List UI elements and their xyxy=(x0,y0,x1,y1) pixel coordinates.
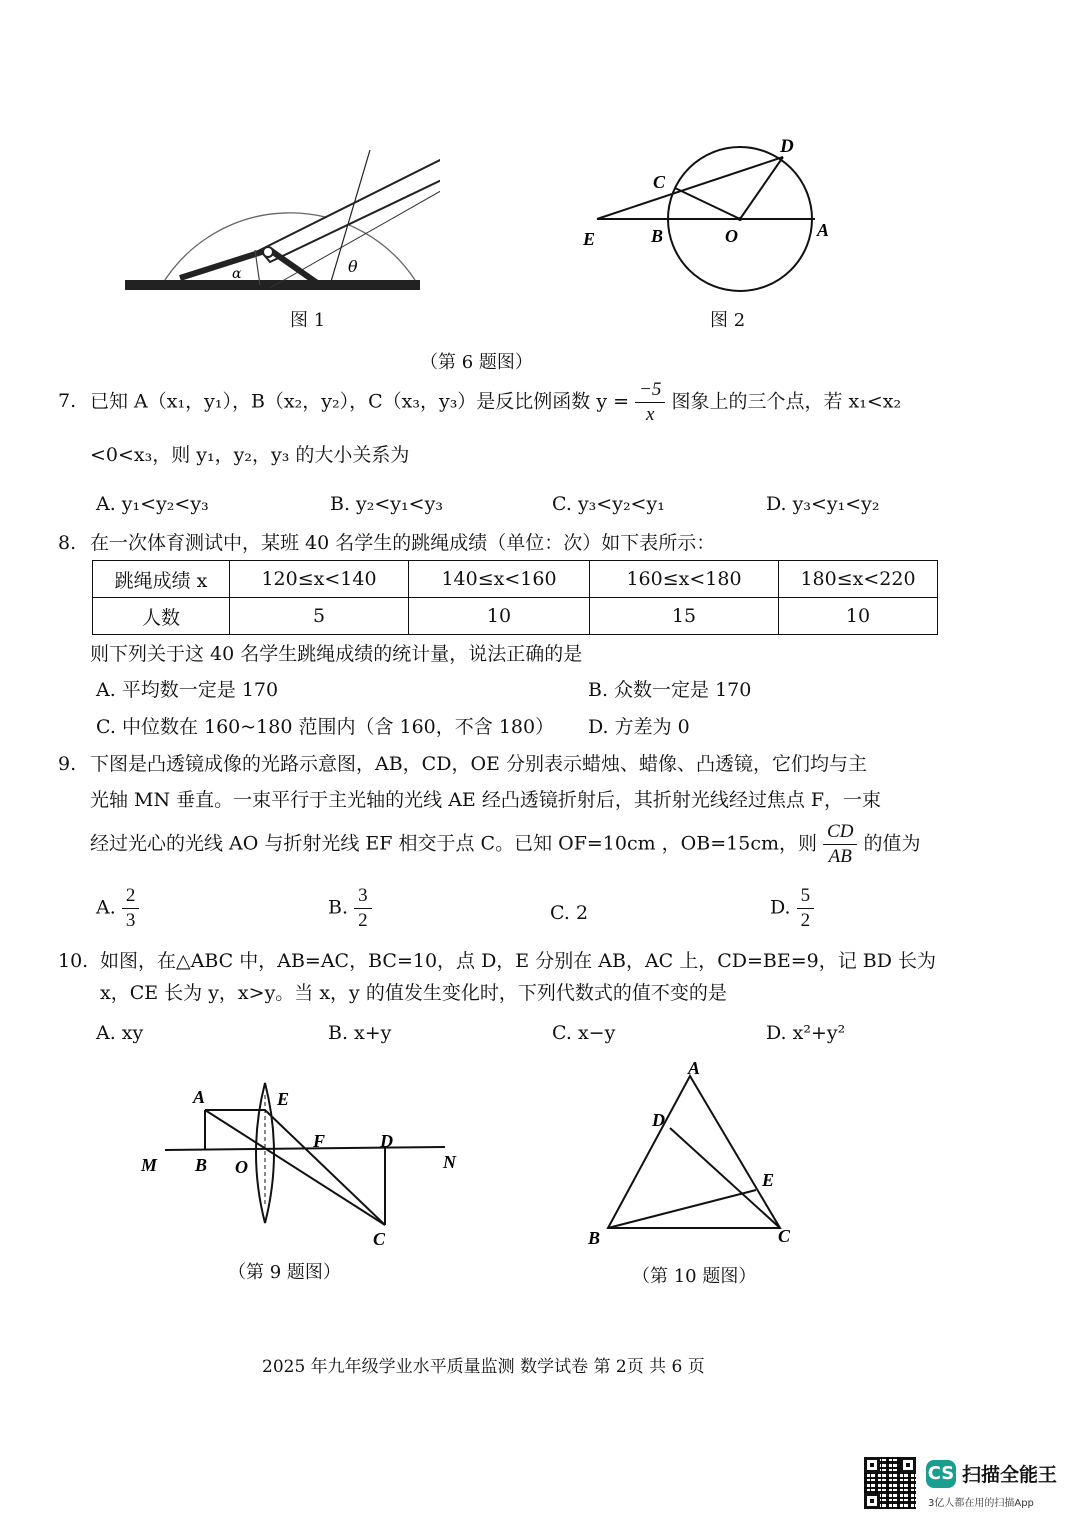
watermark-title: 扫描全能王 xyxy=(962,1464,1058,1486)
q10-label-A: A xyxy=(688,1058,701,1078)
figure-2-circle xyxy=(575,130,845,295)
page-footer: 2025 年九年级学业水平质量监测 数学试卷 第 2页 共 6 页 xyxy=(262,1357,705,1377)
q7-number: 7. xyxy=(58,390,77,412)
q9-label-E: E xyxy=(277,1089,290,1109)
question-9-figure-caption: （第 9 题图） xyxy=(228,1262,341,1283)
figure-1-protractor xyxy=(120,150,440,300)
qr-code xyxy=(864,1457,916,1509)
fig2-label-C: C xyxy=(653,172,666,192)
q9-option-d: D. $\frac{5}{2}$ xyxy=(770,884,814,933)
question-6-figure-caption: （第 6 题图） xyxy=(420,352,533,373)
q9-option-c: C. 2 xyxy=(550,902,589,924)
question-10-figure xyxy=(580,1058,810,1253)
q9-label-A: A xyxy=(193,1087,206,1107)
q9-label-C: C xyxy=(373,1229,386,1249)
table-header-cell: 跳绳成绩 x xyxy=(93,561,230,598)
q8-option-b: B. 众数一定是 170 xyxy=(588,679,752,701)
q9-option-b: B. $\frac{3}{2}$ xyxy=(328,884,372,933)
q9-option-a: A. $\frac{2}{3}$ xyxy=(96,884,139,933)
question-9-figure xyxy=(135,1075,475,1255)
q9-line2: 光轴 MN 垂直。一束平行于主光轴的光线 AE 经凸透镜折射后，其折射光线经过焦点 F，一束 xyxy=(90,789,882,811)
table-cell: 10 xyxy=(409,598,590,635)
q8-text: 在一次体育测试中，某班 40 名学生的跳绳成绩（单位：次）如下表所示： xyxy=(90,532,716,554)
q7-option-b: B. y₂<y₁<y₃ xyxy=(330,493,443,515)
q10-label-C: C xyxy=(778,1226,791,1246)
q9-label-D: D xyxy=(380,1131,393,1151)
fig2-label-O: O xyxy=(725,226,738,246)
q7-text: 已知 A（x₁，y₁），B（x₂，y₂），C（x₃，y₃）是反比例函数 y = $\frac{-5}{x}$ 图象上的三个点，若 x₁<x₂ xyxy=(90,379,902,425)
fig2-label-D: D xyxy=(780,136,794,157)
q10-label-E: E xyxy=(762,1170,775,1190)
fig2-label-E: E xyxy=(583,229,596,249)
q9-label-O: O xyxy=(235,1157,248,1177)
q7-fraction: $\frac{-5}{x}$ xyxy=(635,378,665,427)
q9-label-F: F xyxy=(313,1131,326,1151)
table-cell: 10 xyxy=(779,598,938,635)
q10-line1: 如图，在△ABC 中，AB=AC，BC=10，点 D，E 分别在 AB，AC 上，CD=BE=9，记 BD 长为 xyxy=(100,950,937,972)
q10-option-d: D. x²+y² xyxy=(766,1022,846,1044)
q7-line2: <0<x₃，则 y₁，y₂，y₃ 的大小关系为 xyxy=(90,444,410,466)
q8-option-c: C. 中位数在 160~180 范围内（含 160，不含 180） xyxy=(96,716,555,738)
q7-option-a: A. y₁<y₂<y₃ xyxy=(96,493,209,515)
table-row xyxy=(93,598,938,635)
q10-option-a: A. xy xyxy=(96,1022,144,1044)
fig2-label-B: B xyxy=(651,226,664,246)
fig2-label-A: A xyxy=(817,220,830,240)
q10-option-c: C. x−y xyxy=(552,1022,616,1044)
table-row-label: 人数 xyxy=(93,598,230,635)
q10-label-B: B xyxy=(588,1228,601,1248)
q9-label-B: B xyxy=(195,1155,208,1175)
table-header-cell: 180≤x<220 xyxy=(779,561,938,598)
table-header-cell: 160≤x<180 xyxy=(590,561,779,598)
q9-label-M: M xyxy=(141,1155,158,1175)
figure-2-caption: 图 2 xyxy=(710,310,746,331)
q9-line1: 下图是凸透镜成像的光路示意图，AB，CD，OE 分别表示蜡烛、蜡像、凸透镜，它们均与主 xyxy=(90,753,867,775)
score-table xyxy=(92,560,938,635)
question-10-figure-caption: （第 10 题图） xyxy=(632,1266,757,1287)
q9-label-N: N xyxy=(443,1152,456,1172)
camscanner-logo-icon: CS xyxy=(926,1460,956,1488)
q8-prompt: 则下列关于这 40 名学生跳绳成绩的统计量，说法正确的是 xyxy=(90,643,583,665)
q10-number: 10. xyxy=(58,950,89,972)
table-cell: 5 xyxy=(230,598,409,635)
q7-option-c: C. y₃<y₂<y₁ xyxy=(552,493,665,515)
q8-option-d: D. 方差为 0 xyxy=(588,716,690,738)
q10-option-b: B. x+y xyxy=(328,1022,392,1044)
q9-number: 9. xyxy=(58,753,77,775)
q7-option-d: D. y₃<y₁<y₂ xyxy=(766,493,880,515)
q9-line3: 经过光心的光线 AO 与折射光线 EF 相交于点 C。已知 OF=10cm ，OB=15cm，则 $\frac{CD}{AB}$ 的值为 xyxy=(90,821,921,867)
q10-label-D: D xyxy=(652,1110,665,1130)
table-header-cell: 120≤x<140 xyxy=(230,561,409,598)
figure-1-caption: 图 1 xyxy=(290,310,326,331)
svg-text:α: α xyxy=(232,266,242,282)
q8-option-a: A. 平均数一定是 170 xyxy=(96,679,279,701)
table-row xyxy=(93,561,938,598)
watermark-subtitle: 3亿人都在用的扫描App xyxy=(928,1498,1034,1509)
svg-text:θ: θ xyxy=(348,257,358,276)
table-cell: 15 xyxy=(590,598,779,635)
q9-fraction: $\frac{CD}{AB}$ xyxy=(823,820,857,869)
q8-number: 8. xyxy=(58,532,77,554)
table-header-cell: 140≤x<160 xyxy=(409,561,590,598)
q10-line2: x，CE 长为 y，x>y。当 x，y 的值发生变化时，下列代数式的值不变的是 xyxy=(100,982,727,1004)
